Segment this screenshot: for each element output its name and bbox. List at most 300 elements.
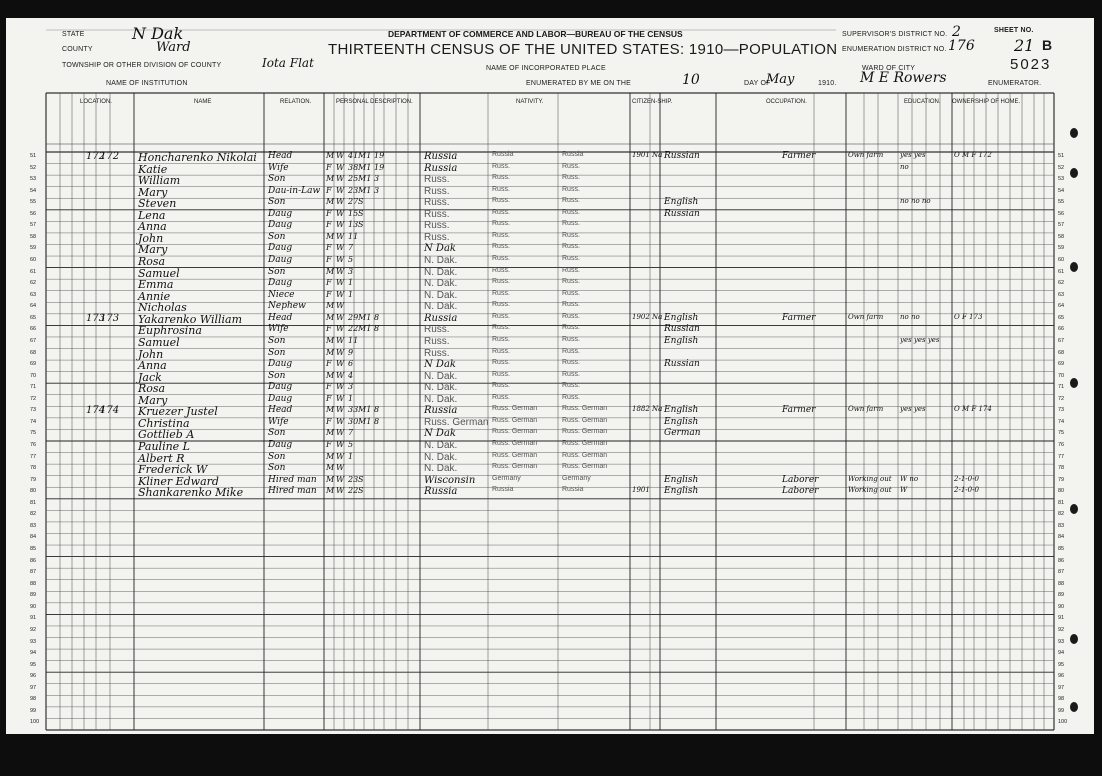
row-number-left: 68 — [30, 349, 37, 356]
relation: Son — [268, 463, 286, 474]
years-married: 8 — [374, 416, 380, 426]
sex: F — [326, 278, 332, 288]
sex: M — [326, 428, 335, 438]
row-number-left: 62 — [30, 280, 37, 287]
sex: F — [326, 359, 332, 369]
sheet-value: 21 — [1014, 36, 1035, 55]
department-line: DEPARTMENT OF COMMERCE AND LABOR—BUREAU OF THE CENSUS — [388, 29, 683, 39]
mother-birthplace: Russia — [562, 151, 584, 158]
education: yes yes yes — [900, 335, 940, 344]
row-number-right: 92 — [1058, 626, 1065, 633]
person-name: Honcharenko Nikolai — [138, 151, 257, 164]
enumeration-label: ENUMERATION DISTRICT NO. — [842, 46, 947, 53]
age: 4 — [348, 370, 354, 380]
birthplace: N Dak — [424, 359, 456, 371]
row-number-left: 60 — [30, 257, 37, 264]
marital-status: M1 — [358, 405, 372, 415]
row-number-left: 51 — [30, 153, 37, 159]
race: W — [336, 185, 345, 195]
father-birthplace: Russ. — [492, 312, 510, 320]
row-number-right: 81 — [1058, 499, 1065, 506]
mother-birthplace: Russ. — [562, 208, 580, 216]
race: W — [336, 289, 345, 299]
birthplace: Russ. German — [424, 416, 489, 428]
immigration-year: 1902 — [632, 312, 650, 321]
occupation-header: OCCUPATION. — [766, 99, 807, 105]
birthplace: N. Dak. — [424, 393, 458, 405]
race: W — [336, 208, 345, 218]
row-number-left: 84 — [30, 534, 37, 541]
birthplace: N. Dak. — [424, 370, 458, 382]
sex: M — [326, 151, 335, 160]
relation: Son — [268, 335, 286, 346]
row-number-right: 85 — [1058, 546, 1065, 553]
row-number-left: 78 — [30, 465, 37, 472]
enumerator-label: ENUMERATOR. — [988, 80, 1042, 87]
person-name: Samuel — [138, 335, 180, 349]
language: Russian — [664, 151, 700, 161]
mother-birthplace: Russ. — [562, 335, 580, 343]
row-number-right: 67 — [1058, 337, 1065, 344]
row-number-right: 95 — [1058, 661, 1065, 668]
row-number-right: 80 — [1058, 488, 1065, 495]
age: 1 — [348, 451, 354, 461]
relation: Dau-in-Law — [268, 185, 321, 196]
row-number-left: 69 — [30, 361, 37, 368]
person-name: Lena — [138, 208, 166, 222]
marital-status: M1 — [358, 312, 372, 322]
row-number-left: 70 — [30, 372, 37, 379]
relation: Hired man — [268, 486, 317, 497]
row-number-right: 73 — [1058, 407, 1065, 414]
row-number-left: 52 — [30, 164, 37, 171]
row-number-right: 56 — [1058, 210, 1065, 217]
mother-birthplace: Russ. German — [562, 463, 608, 471]
age: 23 — [348, 185, 359, 195]
punch-hole — [1070, 378, 1078, 388]
citizenship-header: CITIZEN-SHIP. — [632, 99, 673, 105]
row-number-left: 63 — [30, 291, 37, 298]
punch-hole — [1070, 634, 1078, 644]
education: yes yes — [900, 151, 926, 159]
sheet-label: SHEET NO. — [994, 27, 1034, 34]
birthplace: N. Dak. — [424, 301, 458, 313]
row-number-right: 96 — [1058, 673, 1065, 680]
age: 22 — [348, 324, 359, 334]
age: 13 — [348, 220, 359, 230]
row-number-left: 91 — [30, 615, 37, 622]
father-birthplace: Russ. German — [492, 451, 538, 459]
birthplace: N. Dak. — [424, 278, 458, 290]
race: W — [336, 393, 345, 403]
mother-birthplace: Russ. — [562, 231, 580, 239]
ownership: O M F 174 — [954, 405, 992, 414]
race: W — [336, 382, 345, 392]
race: W — [336, 416, 345, 426]
family-number: 173 — [100, 312, 120, 324]
education: no no — [900, 312, 920, 321]
birthplace: Russia — [424, 486, 458, 498]
person-name: Yakarenko William — [138, 312, 243, 326]
row-number-right: 91 — [1058, 615, 1065, 622]
age: 33 — [348, 405, 359, 415]
father-birthplace: Russ. — [492, 220, 510, 228]
birthplace: Russia — [424, 405, 458, 417]
years-married: 19 — [374, 162, 385, 172]
father-birthplace: Russ. German — [492, 463, 538, 471]
immigration-year: 1882 — [632, 405, 650, 414]
years-married: 8 — [374, 324, 380, 334]
sex: M — [326, 474, 335, 484]
sex: M — [326, 231, 335, 241]
row-number-left: 89 — [30, 592, 37, 599]
relation: Son — [268, 451, 286, 462]
birthplace: Russ. — [424, 347, 450, 359]
mother-birthplace: Russ. — [562, 370, 580, 378]
father-birthplace: Russ. — [492, 255, 510, 263]
person-name: Mary — [138, 185, 168, 199]
race: W — [336, 266, 345, 276]
birthplace: Russ. — [424, 324, 450, 336]
birthplace: N. Dak. — [424, 255, 458, 267]
race: W — [336, 174, 345, 184]
row-number-left: 66 — [30, 326, 37, 333]
race: W — [336, 428, 345, 438]
person-name: Katie — [138, 162, 168, 176]
father-birthplace: Russ. — [492, 185, 510, 193]
race: W — [336, 463, 345, 473]
sex: F — [326, 220, 332, 230]
father-birthplace: Russia — [492, 486, 514, 494]
row-number-right: 99 — [1058, 707, 1065, 714]
age: 11 — [348, 231, 359, 241]
sex: F — [326, 243, 332, 253]
age: 1 — [348, 289, 354, 299]
form-grid — [6, 18, 1094, 734]
county-value: Ward — [156, 40, 191, 55]
mother-birthplace: Russ. German — [562, 428, 608, 436]
sheet-letter: B — [1042, 37, 1053, 53]
race: W — [336, 486, 345, 496]
mother-birthplace: Russ. — [562, 359, 580, 367]
father-birthplace: Russ. — [492, 347, 510, 355]
birthplace: Wisconsin — [424, 474, 476, 486]
row-number-left: 71 — [30, 384, 37, 391]
marital-status: M1 — [358, 185, 372, 195]
birthplace: N. Dak. — [424, 382, 458, 394]
person-name: Rosa — [138, 255, 166, 269]
person-name: Albert R — [138, 451, 185, 465]
father-birthplace: Russ. — [492, 382, 510, 390]
row-number-left: 58 — [30, 233, 37, 240]
sex: M — [326, 370, 335, 380]
row-number-right: 88 — [1058, 580, 1065, 587]
row-number-left: 73 — [30, 407, 37, 414]
row-number-right: 100 — [1058, 719, 1068, 726]
education: W no — [900, 474, 919, 483]
dwelling-number: 174 — [86, 405, 106, 417]
father-birthplace: Russ. — [492, 289, 510, 297]
education: yes yes — [900, 405, 926, 414]
punch-hole — [1070, 702, 1078, 712]
mother-birthplace: Russ. — [562, 324, 580, 332]
row-number-left: 93 — [30, 638, 37, 645]
age: 27 — [348, 197, 359, 207]
industry: Own farm — [848, 151, 884, 159]
age: 7 — [348, 428, 354, 438]
mother-birthplace: Russ. — [562, 197, 580, 205]
row-number-right: 83 — [1058, 522, 1065, 529]
birthplace: N. Dak. — [424, 289, 458, 301]
father-birthplace: Russ. — [492, 359, 510, 367]
father-birthplace: Russ. German — [492, 416, 538, 424]
mother-birthplace: Russ. German — [562, 451, 608, 459]
marital-status: M1 — [358, 174, 372, 184]
occupation: Farmer — [782, 312, 816, 323]
race: W — [336, 359, 345, 369]
relation: Daug — [268, 220, 293, 231]
person-name: Kliner Edward — [138, 474, 219, 488]
row-number-left: 95 — [30, 661, 37, 668]
row-number-right: 78 — [1058, 465, 1065, 472]
ownership: O F 173 — [954, 312, 983, 321]
person-name: Jack — [138, 370, 162, 384]
sex: M — [326, 347, 335, 357]
age: 22 — [348, 486, 359, 496]
relation: Daug — [268, 382, 293, 393]
sex: M — [326, 266, 335, 276]
marital-status: S — [358, 474, 364, 484]
sex: M — [326, 312, 335, 322]
sex: F — [326, 393, 332, 403]
father-birthplace: Russ. — [492, 208, 510, 216]
person-name: Anna — [138, 220, 167, 234]
birthplace: Russia — [424, 312, 458, 324]
sex: F — [326, 162, 332, 172]
person-name: John — [138, 347, 164, 361]
location-header: LOCATION. — [80, 99, 112, 105]
person-name: Mary — [138, 243, 168, 257]
row-number-left: 57 — [30, 222, 37, 229]
father-birthplace: Russ. German — [492, 405, 538, 413]
row-number-left: 82 — [30, 511, 37, 518]
supervisor-label: SUPERVISOR'S DISTRICT NO. — [842, 31, 948, 38]
age: 23 — [348, 474, 359, 484]
row-number-right: 69 — [1058, 361, 1065, 368]
race: W — [336, 197, 345, 207]
race: W — [336, 162, 345, 172]
mother-birthplace: Russ. — [562, 382, 580, 390]
row-number-left: 75 — [30, 430, 37, 437]
father-birthplace: Russ. — [492, 335, 510, 343]
birthplace: Russ. — [424, 335, 450, 347]
punch-hole — [1070, 128, 1078, 138]
row-number-right: 61 — [1058, 268, 1065, 275]
row-number-right: 72 — [1058, 395, 1065, 402]
row-number-right: 55 — [1058, 199, 1065, 206]
father-birthplace: Russ. — [492, 197, 510, 205]
birthplace: Russ. — [424, 174, 450, 186]
person-name: Emma — [138, 278, 174, 292]
education-header: EDUCATION. — [904, 99, 941, 105]
mother-birthplace: Russ. — [562, 312, 580, 320]
relation: Daug — [268, 393, 293, 404]
race: W — [336, 405, 345, 415]
race: W — [336, 440, 345, 449]
row-number-right: 87 — [1058, 569, 1065, 576]
occupation: Farmer — [782, 405, 816, 416]
ownership: O M F 172 — [954, 151, 992, 159]
mother-birthplace: Russ. — [562, 220, 580, 228]
relation: Daug — [268, 208, 293, 219]
mother-birthplace: Russ. — [562, 278, 580, 286]
relation: Daug — [268, 243, 293, 254]
age: 3 — [348, 382, 354, 392]
father-birthplace: Russ. German — [492, 428, 538, 436]
industry: Own farm — [848, 312, 884, 321]
citizenship: Na — [652, 151, 663, 159]
row-number-right: 94 — [1058, 650, 1065, 657]
row-number-right: 97 — [1058, 684, 1065, 691]
name-header: NAME — [194, 99, 212, 105]
row-number-right: 59 — [1058, 245, 1065, 252]
dwelling-number: 172 — [86, 151, 106, 162]
page-title: THIRTEENTH CENSUS OF THE UNITED STATES: 1910—POPULATION — [328, 41, 838, 58]
relation: Head — [268, 312, 293, 323]
family-number: 172 — [100, 151, 120, 162]
row-number-right: 66 — [1058, 326, 1065, 333]
row-number-left: 74 — [30, 418, 37, 425]
sex: M — [326, 197, 335, 207]
mother-birthplace: Russ. — [562, 393, 580, 401]
enumerated-day: 10 — [682, 72, 700, 88]
race: W — [336, 474, 345, 484]
row-number-right: 89 — [1058, 592, 1065, 599]
row-number-left: 53 — [30, 176, 37, 183]
years-married: 8 — [374, 312, 380, 322]
education: W — [900, 486, 908, 495]
industry: Own farm — [848, 405, 884, 414]
row-number-left: 98 — [30, 696, 37, 703]
person-name: Shankarenko Mike — [138, 486, 244, 500]
education: no — [900, 162, 909, 171]
row-number-left: 59 — [30, 245, 37, 252]
punch-hole — [1070, 504, 1078, 514]
age: 30 — [348, 416, 359, 426]
age: 7 — [348, 243, 354, 253]
sex: F — [326, 382, 332, 392]
relation: Daug — [268, 255, 293, 266]
row-number-left: 92 — [30, 626, 37, 633]
relation: Daug — [268, 440, 293, 450]
row-number-right: 68 — [1058, 349, 1065, 356]
marital-status: M1 — [358, 151, 372, 160]
person-name: Kruezer Justel — [138, 405, 218, 419]
birthplace: Russ. — [424, 197, 450, 209]
sex: M — [326, 335, 335, 345]
row-number-right: 63 — [1058, 291, 1065, 298]
row-number-right: 84 — [1058, 534, 1065, 541]
age: 1 — [348, 393, 354, 403]
relation: Head — [268, 405, 293, 416]
father-birthplace: Russ. — [492, 393, 510, 401]
row-number-right: 52 — [1058, 164, 1065, 171]
relation: Wife — [268, 162, 289, 173]
person-name: Pauline L — [138, 440, 190, 453]
row-number-left: 100 — [30, 719, 40, 726]
enumerator-value: M E Rowers — [860, 70, 947, 86]
person-name: Rosa — [138, 382, 166, 396]
place-label: NAME OF INCORPORATED PLACE — [486, 65, 606, 72]
father-birthplace: Russ. German — [492, 440, 538, 447]
relation: Wife — [268, 416, 289, 427]
marital-status: S — [358, 486, 364, 496]
race: W — [336, 278, 345, 288]
state-value: N Dak — [132, 24, 184, 43]
row-number-right: 58 — [1058, 233, 1065, 240]
mother-birthplace: Russ. — [562, 347, 580, 355]
age: 1 — [348, 278, 354, 288]
enumerated-month: May — [766, 72, 795, 87]
row-number-right: 77 — [1058, 453, 1065, 460]
language: Russian — [664, 324, 700, 335]
sex: M — [326, 451, 335, 461]
row-number-left: 86 — [30, 557, 37, 564]
sex: F — [326, 185, 332, 195]
marital-status: M1 — [358, 162, 372, 172]
relation: Daug — [268, 359, 293, 370]
relation: Son — [268, 197, 286, 208]
sex: M — [326, 301, 335, 311]
language: Russian — [664, 359, 700, 370]
relation: Son — [268, 231, 286, 242]
row-number-left: 55 — [30, 199, 37, 206]
marital-status: M1 — [358, 324, 372, 334]
row-number-left: 56 — [30, 210, 37, 217]
row-number-right: 74 — [1058, 418, 1065, 425]
dwelling-number: 173 — [86, 312, 106, 324]
row-number-right: 65 — [1058, 314, 1065, 321]
mother-birthplace: Russ. — [562, 162, 580, 170]
race: W — [336, 451, 345, 461]
row-number-left: 96 — [30, 673, 37, 680]
sex: F — [326, 440, 332, 449]
immigration-year: 1901 — [632, 151, 650, 159]
row-number-left: 83 — [30, 522, 37, 529]
language: English — [664, 335, 699, 346]
father-birthplace: Russ. — [492, 324, 510, 332]
row-number-left: 76 — [30, 442, 37, 448]
person-name: Samuel — [138, 266, 180, 280]
row-number-right: 71 — [1058, 384, 1065, 391]
sex: M — [326, 405, 335, 415]
language: English — [664, 312, 699, 323]
years-married: 3 — [374, 185, 380, 195]
mother-birthplace: Russ. — [562, 243, 580, 251]
citizenship: Na — [652, 405, 663, 414]
enumeration-value: 176 — [948, 38, 975, 54]
years-married: 8 — [374, 405, 380, 415]
language: German — [664, 428, 701, 439]
row-number-left: 72 — [30, 395, 37, 402]
row-number-right: 54 — [1058, 187, 1065, 194]
supervisor-value: 2 — [952, 24, 961, 40]
occupation: Farmer — [782, 151, 816, 161]
mother-birthplace: Russ. — [562, 255, 580, 263]
relation: Son — [268, 428, 286, 439]
age: 11 — [348, 335, 359, 345]
education: no no no — [900, 197, 931, 206]
